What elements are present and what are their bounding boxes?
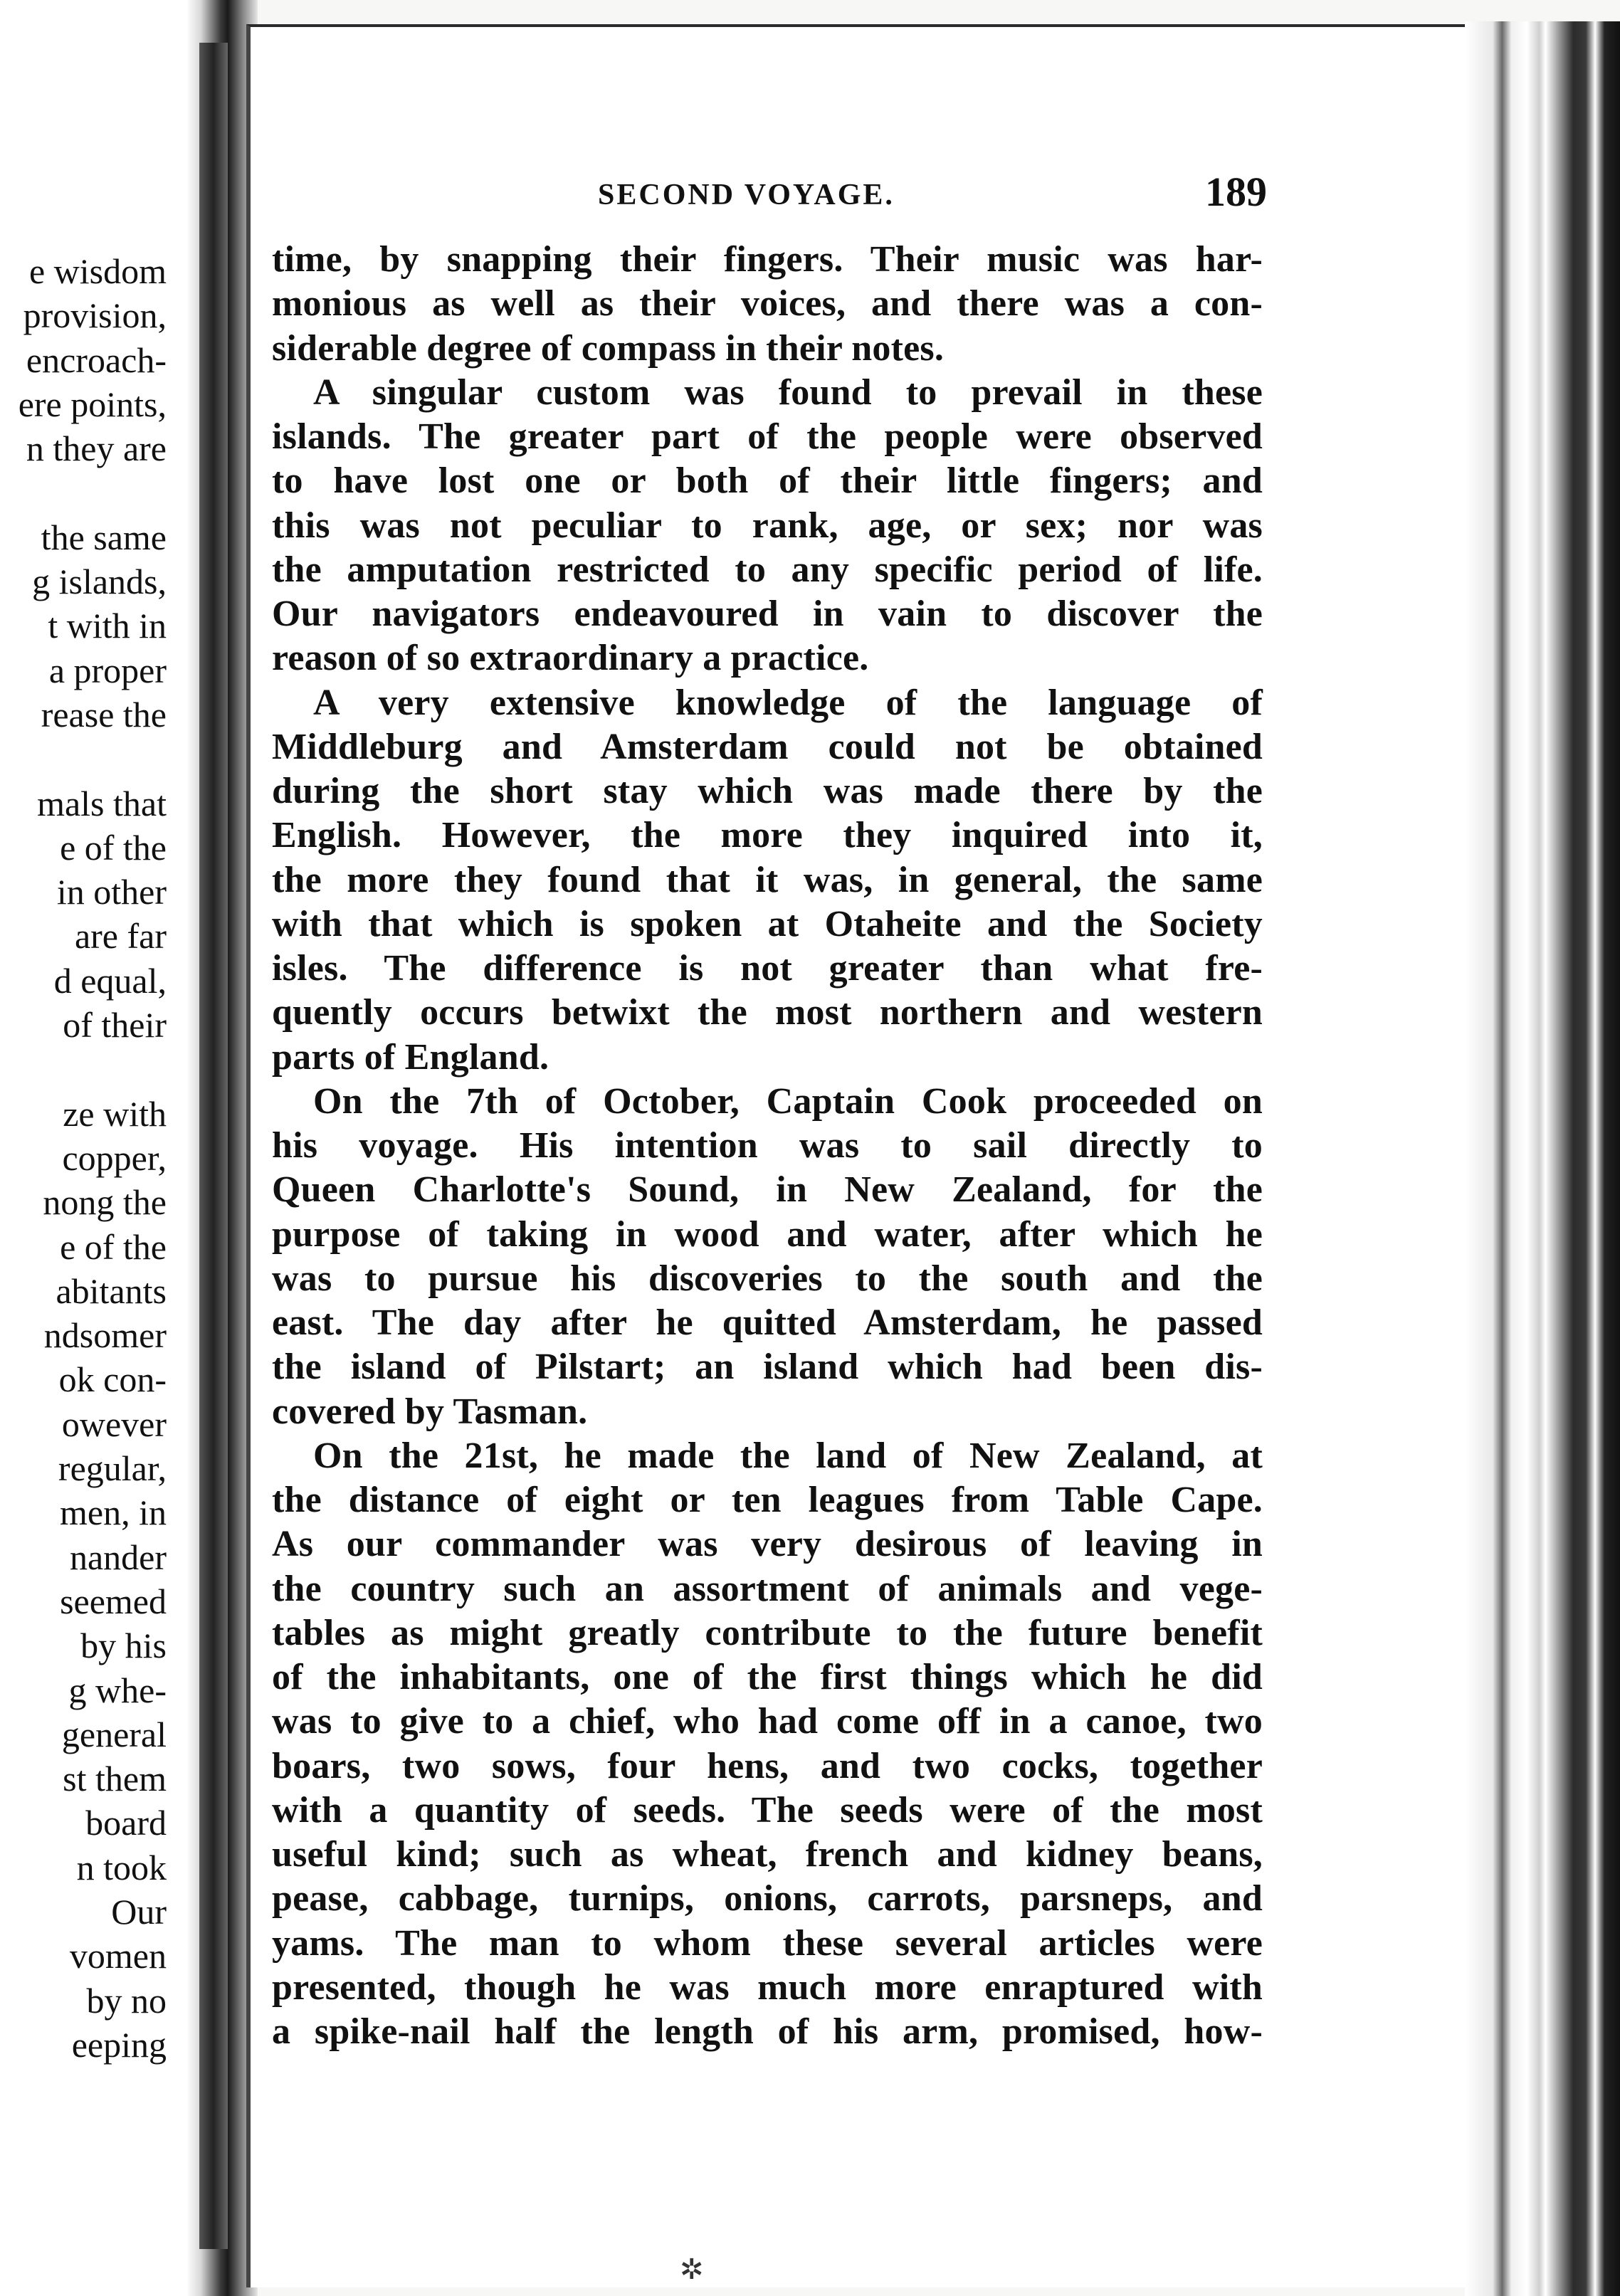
text-line: English. However, the more they inquired into it, (272, 815, 1263, 856)
fragment-line: rease the (41, 694, 167, 734)
text-line: Middleburg and Amsterdam could not be obtained (272, 726, 1263, 767)
text-line: useful kind; such as wheat, french and kidney beans, (272, 1834, 1263, 1875)
fragment-line (0, 737, 167, 781)
fragment-line: men, in (60, 1492, 167, 1533)
fragment-line: st them (63, 1759, 167, 1799)
fragment-line (0, 1047, 167, 1091)
page-header (598, 169, 1267, 217)
scan-speck-icon: ✲ (680, 2253, 704, 2285)
fragment-line: by no (86, 1980, 167, 2021)
fragment-line: regular, (58, 1448, 167, 1489)
fragment-line: provision, (23, 295, 167, 336)
fragment-line: g whe- (68, 1670, 167, 1710)
fragment-line: nong the (43, 1182, 167, 1223)
text-line: a spike-nail half the length of his arm, promised, how- (272, 2011, 1263, 2052)
fragment-line: g islands, (32, 562, 167, 602)
fragment-line: vomen (69, 1936, 167, 1976)
text-line: with that which is spoken at Otaheite and the Society (272, 903, 1263, 944)
fragment-line: ere points, (18, 384, 167, 424)
text-line: reason of so extraordinary a practice. (272, 638, 869, 679)
fragment-line: e wisdom (28, 251, 167, 291)
binding-shadow (199, 43, 228, 2249)
text-line: tables as might greatly contribute to the future benefit (272, 1612, 1263, 1653)
fragment-line: e of the (60, 827, 167, 868)
fragment-line: the same (41, 517, 167, 557)
text-line: covered by Tasman. (272, 1391, 588, 1432)
text-line: quently occurs betwixt the most northern and western (272, 992, 1263, 1033)
fragment-line: of their (63, 1005, 167, 1046)
text-line: the country such an assortment of animals and vege- (272, 1568, 1263, 1609)
text-line: east. The day after he quitted Amsterdam, he passed (272, 1302, 1263, 1343)
fragment-line: d equal, (53, 960, 167, 1001)
text-line: the more they found that it was, in general, the same (272, 859, 1263, 900)
text-line: On the 7th of October, Captain Cook proceeded on (313, 1080, 1263, 1122)
text-line: during the short stay which was made there by the (272, 771, 1263, 811)
text-line: the amputation restricted to any specific period of life. (272, 549, 1263, 590)
fragment-line: owever (61, 1404, 167, 1444)
previous-page-text (0, 249, 167, 2067)
text-line: Our navigators endeavoured in vain to discover the (272, 594, 1263, 634)
text-line: the island of Pilstart; an island which had been dis- (272, 1347, 1263, 1388)
running-head: SECOND VOYAGE. (598, 179, 895, 211)
text-line: A very extensive knowledge of the language of (313, 682, 1263, 723)
fragment-line: n they are (26, 428, 167, 469)
fragment-line: n took (76, 1847, 167, 1887)
text-line: his voyage. His intention was to sail directly to (272, 1125, 1263, 1166)
fragment-line (0, 470, 167, 515)
text-line: Queen Charlotte's Sound, in New Zealand, for the (272, 1169, 1263, 1211)
fragment-line: eeping (71, 2024, 167, 2065)
text-line: As our commander was very desirous of leaving in (272, 1524, 1263, 1565)
fragment-line: t with in (48, 606, 167, 646)
text-line: boars, two sows, four hens, and two cocks, together (272, 1745, 1263, 1786)
fragment-line: encroach- (26, 339, 167, 380)
text-line: pease, cabbage, turnips, onions, carrots, parsneps, and (272, 1878, 1263, 1920)
fragment-line: by his (80, 1626, 167, 1666)
fragment-line: seemed (60, 1581, 167, 1621)
text-line: monious as well as their voices, and there was a con- (272, 283, 1263, 325)
text-line: presented, though he was much more enraptured with (272, 1966, 1263, 2008)
fragment-line: ze with (63, 1093, 167, 1134)
fragment-line: ok con- (58, 1359, 167, 1400)
text-line: parts of England. (272, 1036, 549, 1078)
text-line: islands. The greater part of the people were observed (272, 416, 1263, 457)
fragment-line: mals that (37, 783, 167, 823)
fragment-line: copper, (62, 1137, 167, 1178)
text-line: time, by snapping their fingers. Their music was har- (272, 239, 1263, 280)
fragment-line: e of the (60, 1226, 167, 1267)
fragment-line: in other (56, 872, 167, 912)
text-line: to have lost one or both of their little fingers; and (272, 460, 1263, 502)
text-line: On the 21st, he made the land of New Zealand, at (313, 1435, 1263, 1476)
fragment-line: a proper (48, 650, 167, 690)
fragment-line: abitants (56, 1270, 167, 1311)
text-line: isles. The difference is not greater than what fre- (272, 948, 1263, 989)
text-line: the distance of eight or ten leagues from Table Cape. (272, 1480, 1263, 1520)
text-line: yams. The man to whom these several articles were (272, 1922, 1263, 1964)
text-line: purpose of taking in wood and water, after which he (272, 1213, 1263, 1255)
text-line: with a quantity of seeds. The seeds were of the most (272, 1789, 1263, 1831)
text-line: this was not peculiar to rank, age, or sex; nor was (272, 505, 1263, 546)
fragment-line: Our (111, 1891, 167, 1932)
page-edges (1465, 21, 1620, 2296)
fragment-line: nander (69, 1537, 167, 1577)
page-number: 189 (1205, 169, 1267, 215)
fragment-line: general (61, 1714, 167, 1754)
text-line: siderable degree of compass in their notes. (272, 327, 945, 369)
body-text (272, 238, 1263, 2054)
fragment-line: board (85, 1803, 167, 1843)
text-line: A singular custom was found to prevail in these (313, 372, 1263, 413)
fragment-line: ndsomer (43, 1315, 167, 1356)
previous-page-fragment (0, 0, 186, 2296)
text-line: was to pursue his discoveries to the south and the (272, 1258, 1263, 1299)
text-line: of the inhabitants, one of the first things which he did (272, 1657, 1263, 1697)
text-line: was to give to a chief, who had come off in a canoe, two (272, 1701, 1263, 1742)
fragment-line: are far (74, 916, 167, 957)
